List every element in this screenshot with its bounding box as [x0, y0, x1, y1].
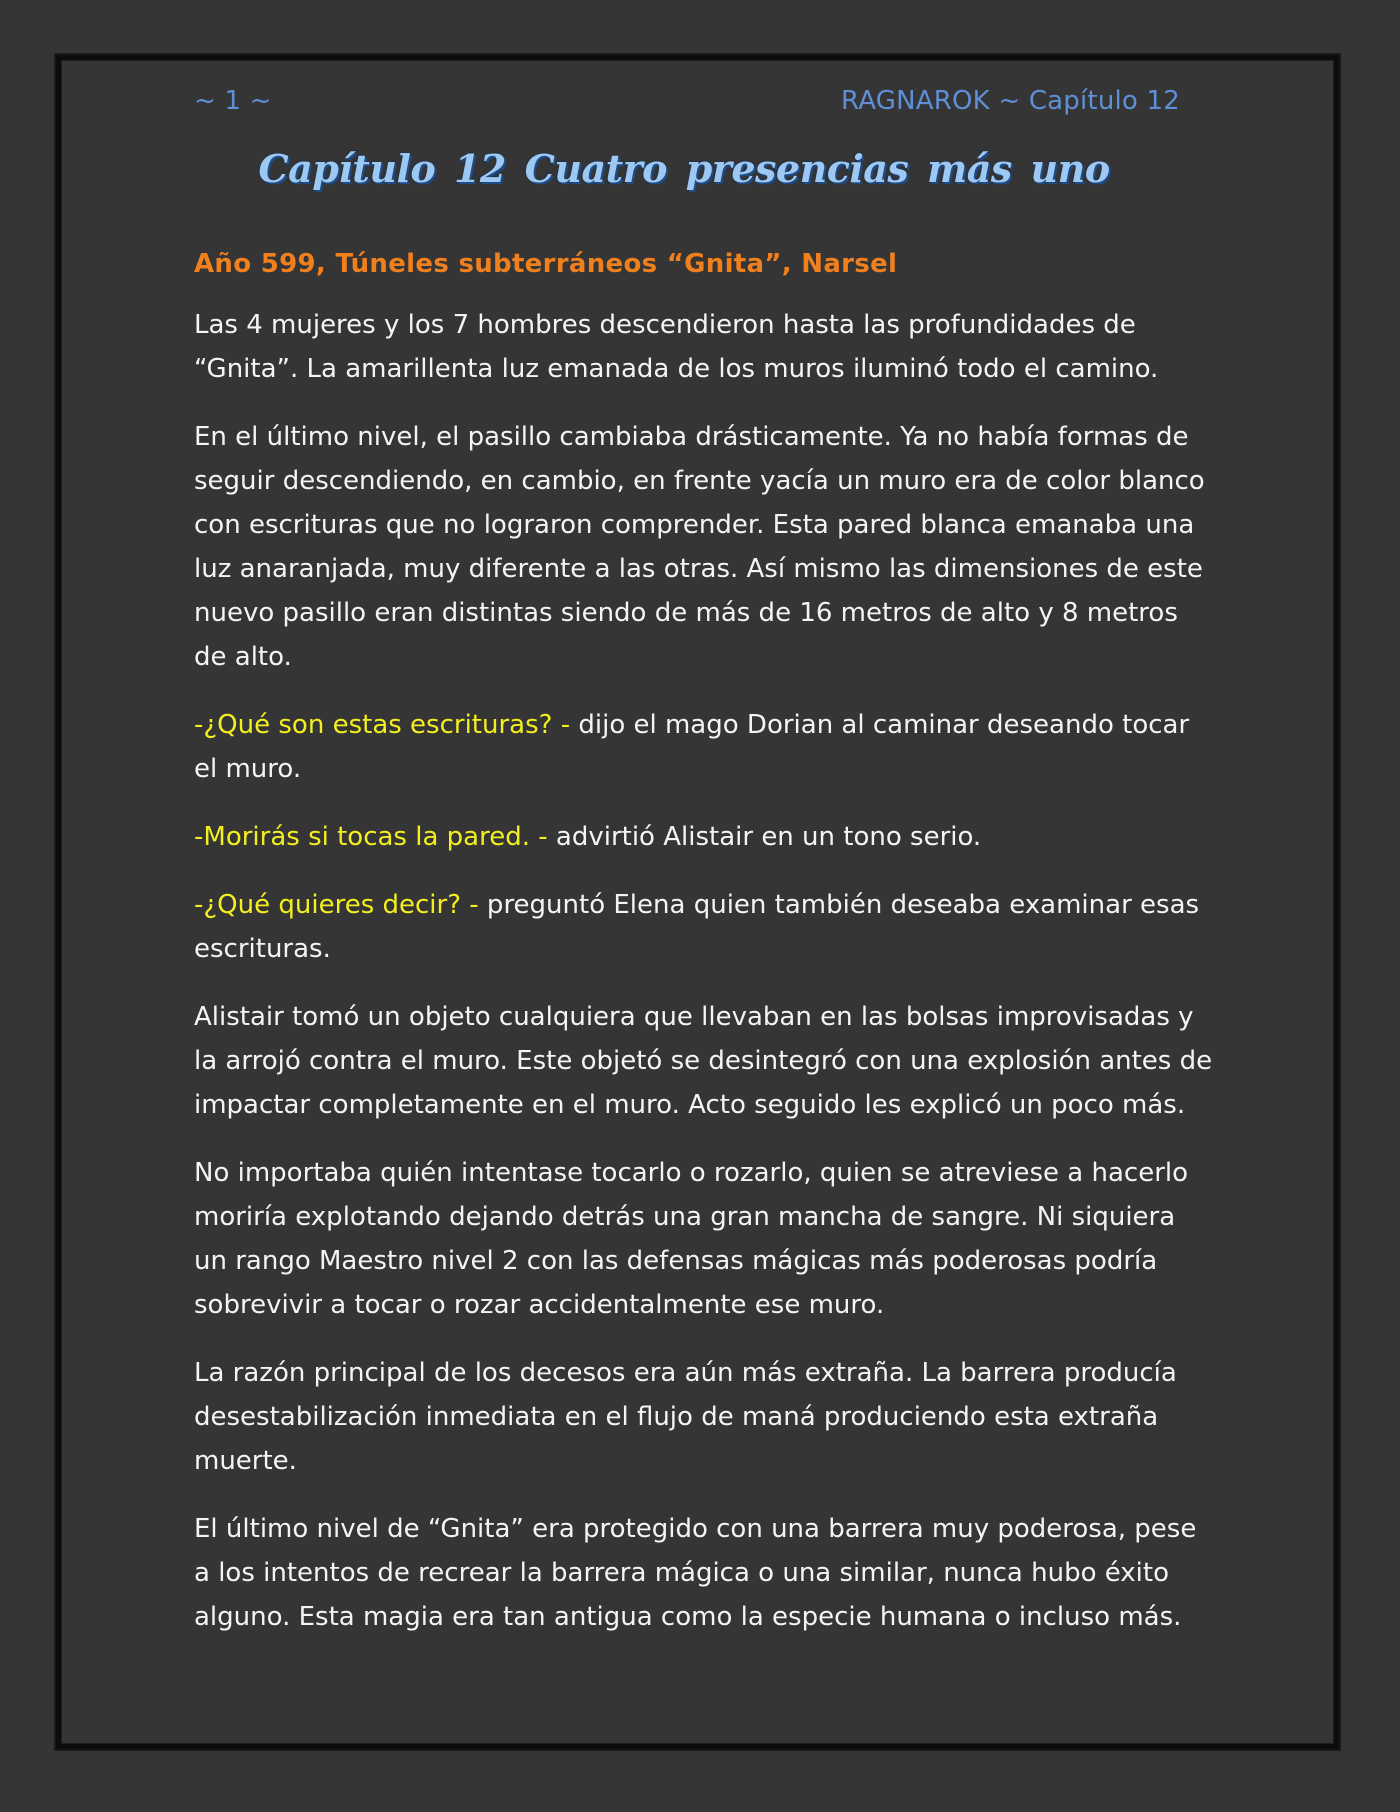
- narration-text: No importaba quién intentase tocarlo o rozarlo, quien se atreviese a hacerlo moriría explotando dejando detrás una gran mancha de sangre. Ni siquiera un rango Maestro nivel 2 con las defensas mágicas más poderosas podría sobrevivir a tocar o rozar accidentalmente ese muro.: [194, 1158, 1189, 1320]
- page-number: ~ 1 ~: [194, 86, 272, 116]
- narration-text: preguntó Elena quien también deseaba examinar esas escrituras.: [194, 890, 1200, 964]
- page-header: [194, 80, 1214, 124]
- narration-text: dijo el mago Dorian al caminar deseando tocar el muro.: [194, 710, 1190, 784]
- narration-text: En el último nivel, el pasillo cambiaba drásticamente. Ya no había formas de seguir descendiendo, en cambio, en frente yacía un muro era de color blanco con escrituras que no lograron comprender. Esta pared blanca emanaba una luz anaranjada, muy diferente a las otras. Así mismo las dimensiones de este nuevo pasillo eran distintas siendo de más de 16 metros de alto y 8 metros de alto.: [194, 422, 1205, 672]
- dialogue-paragraph: [194, 815, 1214, 859]
- narration-text: Alistair tomó un objeto cualquiera que llevaban en las bolsas improvisadas y la arrojó contra el muro. Este objetó se desintegró con una explosión antes de impactar completamente en el muro. Acto seguido les explicó un poco más.: [194, 1002, 1213, 1120]
- paragraph: [194, 415, 1214, 679]
- paragraph: [194, 1507, 1214, 1639]
- narration-text: El último nivel de “Gnita” era protegido con una barrera muy poderosa, pese a los intentos de recrear la barrera mágica o una similar, nunca hubo éxito alguno. Esta magia era tan antigua como la especie humana o incluso más.: [194, 1514, 1197, 1632]
- dialogue-paragraph: [194, 883, 1214, 971]
- dialogue-paragraph: [194, 703, 1214, 791]
- paragraph: [194, 303, 1214, 391]
- location-heading: Año 599, Túneles subterráneos “Gnita”, Narsel: [194, 249, 898, 279]
- narration-text: La razón principal de los decesos era aún más extraña. La barrera producía desestabilización inmediata en el flujo de maná produciendo esta extraña muerte.: [194, 1358, 1177, 1476]
- narration-text: Las 4 mujeres y los 7 hombres descendieron hasta las profundidades de “Gnita”. La amarillenta luz emanada de los muros iluminó todo el camino.: [194, 310, 1159, 384]
- page-content: [194, 80, 1214, 1639]
- paragraph: [194, 1151, 1214, 1327]
- dialogue-line: -¿Qué quieres decir? -: [194, 890, 479, 920]
- dialogue-line: -Morirás si tocas la pared. -: [194, 822, 548, 852]
- paragraph: [194, 1351, 1214, 1483]
- dialogue-line: -¿Qué son estas escrituras? -: [194, 710, 571, 740]
- chapter-title: Capítulo 12 Cuatro presencias más uno: [258, 146, 1110, 191]
- narration-text: advirtió Alistair en un tono serio.: [547, 822, 982, 852]
- running-title: RAGNAROK ~ Capítulo 12: [841, 86, 1180, 116]
- paragraph: [194, 995, 1214, 1127]
